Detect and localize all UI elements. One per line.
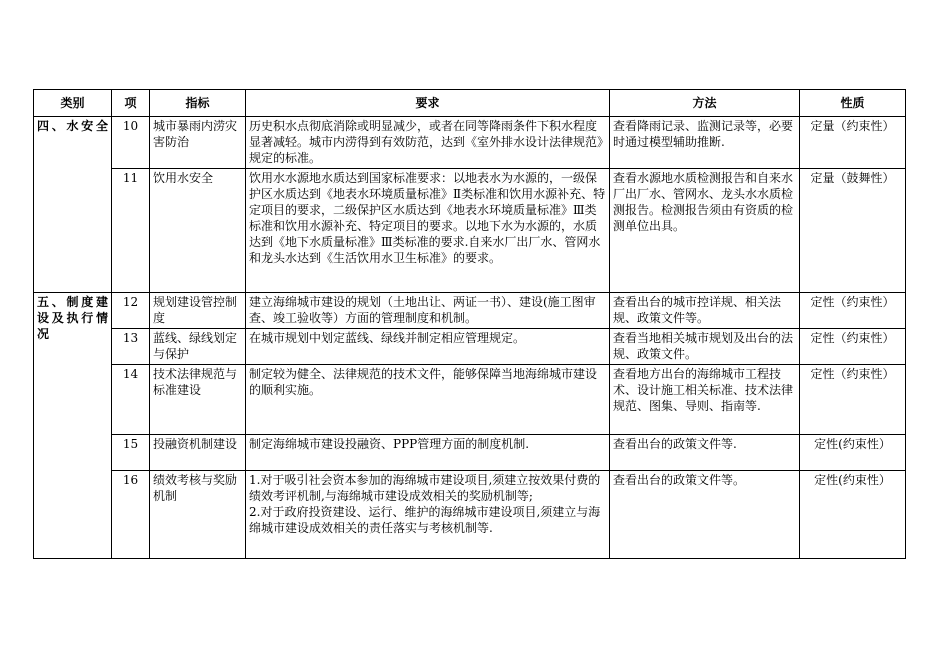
row-number: 15 bbox=[112, 435, 150, 471]
nature-cell: 定性(约束性） bbox=[800, 471, 906, 559]
header-nature: 性质 bbox=[800, 90, 906, 117]
table-row bbox=[34, 435, 906, 471]
method-cell: 查看出台的政策文件等。 bbox=[610, 471, 800, 559]
table-row bbox=[34, 117, 906, 169]
nature-cell: 定量（鼓舞性） bbox=[800, 169, 906, 293]
method-cell: 查看水源地水质检测报告和自来水厂出厂水、管网水、龙头水水质检测报告。检测报告须由有资质的检测单位出具。 bbox=[610, 169, 800, 293]
category-water-safety: 四、水安全 bbox=[34, 117, 112, 293]
requirement-cell: 在城市规划中划定蓝线、绿线并制定相应管理规定。 bbox=[246, 329, 610, 365]
nature-cell: 定性（约束性） bbox=[800, 329, 906, 365]
requirement-cell: 建立海绵城市建设的规划（土地出让、两证一书）、建设(施工图审查、竣工验收等）方面的管理制度和机制。 bbox=[246, 293, 610, 329]
row-number: 13 bbox=[112, 329, 150, 365]
nature-cell: 定量（约束性） bbox=[800, 117, 906, 169]
indicator-cell: 城市暴雨内涝灾害防治 bbox=[150, 117, 246, 169]
row-number: 10 bbox=[112, 117, 150, 169]
indicator-cell: 饮用水安全 bbox=[150, 169, 246, 293]
indicator-cell: 规划建设管控制度 bbox=[150, 293, 246, 329]
header-method: 方法 bbox=[610, 90, 800, 117]
requirement-cell: 历史积水点彻底消除或明显减少，或者在同等降雨条件下积水程度显著减轻。城市内涝得到有效防范，达到《室外排水设计法律规范》规定的标准。 bbox=[246, 117, 610, 169]
indicator-cell: 蓝线、绿线划定与保护 bbox=[150, 329, 246, 365]
method-cell: 查看出台的政策文件等. bbox=[610, 435, 800, 471]
table-header-row bbox=[34, 90, 906, 117]
table-row bbox=[34, 329, 906, 365]
header-item: 项 bbox=[112, 90, 150, 117]
requirement-line: 1.对于吸引社会资本参加的海绵城市建设项目,须建立按效果付费的绩效考评机制,与海绵城市建设成效相关的奖励机制等; bbox=[249, 473, 601, 503]
method-cell: 查看出台的城市控详规、相关法规、政策文件等。 bbox=[610, 293, 800, 329]
table-row bbox=[34, 471, 906, 559]
header-category: 类别 bbox=[34, 90, 112, 117]
row-number: 16 bbox=[112, 471, 150, 559]
table-row bbox=[34, 169, 906, 293]
category-system-building: 五、制度建设及执行情况 bbox=[34, 293, 112, 559]
header-indicator: 指标 bbox=[150, 90, 246, 117]
indicator-cell: 技术法律规范与标准建设 bbox=[150, 365, 246, 435]
method-cell: 查看降雨记录、监测记录等，必要时通过模型辅助推断. bbox=[610, 117, 800, 169]
requirement-cell: 制定海绵城市建设投融资、PPP管理方面的制度机制. bbox=[246, 435, 610, 471]
indicator-cell: 绩效考核与奖励机制 bbox=[150, 471, 246, 559]
indicator-cell: 投融资机制建设 bbox=[150, 435, 246, 471]
requirement-cell: 饮用水水源地水质达到国家标准要求：以地表水为水源的，一级保护区水质达到《地表水环境质量标准》Ⅱ类标准和饮用水源补充、特定项目的要求，二级保护区水质达到《地表水环境质量标准》Ⅲ类标准和饮用水源补充、特定项目的要求。以地下水为水源的，水质达到《地下水质量标准》Ⅲ类标准的要求.自来水厂出厂水、管网水和龙头水达到《生活饮用水卫生标准》的要求。 bbox=[246, 169, 610, 293]
nature-cell: 定性（约束性） bbox=[800, 365, 906, 435]
method-cell: 查看地方出台的海绵城市工程技术、设计施工相关标准、技术法律规范、图集、导则、指南等. bbox=[610, 365, 800, 435]
requirement-line: 2.对于政府投资建设、运行、维护的海绵城市建设项目,须建立与海绵城市建设成效相关的责任落实与考核机制等. bbox=[249, 505, 601, 535]
nature-cell: 定性（约束性） bbox=[800, 293, 906, 329]
table-row bbox=[34, 365, 906, 435]
row-number: 14 bbox=[112, 365, 150, 435]
row-number: 12 bbox=[112, 293, 150, 329]
row-number: 11 bbox=[112, 169, 150, 293]
indicator-table bbox=[33, 89, 906, 559]
requirement-cell: 制定较为健全、法律规范的技术文件，能够保障当地海绵城市建设的顺利实施。 bbox=[246, 365, 610, 435]
table-row bbox=[34, 293, 906, 329]
nature-cell: 定性(约束性） bbox=[800, 435, 906, 471]
method-cell: 查看当地相关城市规划及出台的法规、政策文件。 bbox=[610, 329, 800, 365]
requirement-cell bbox=[246, 471, 610, 559]
header-requirement: 要求 bbox=[246, 90, 610, 117]
